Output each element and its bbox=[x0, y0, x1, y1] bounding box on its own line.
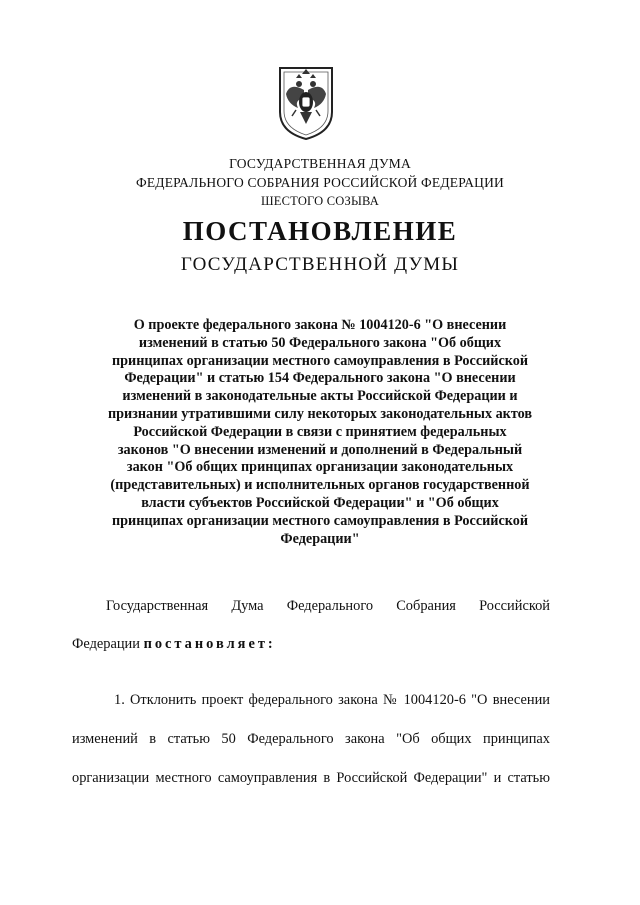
subject-line: законов "О внесении изменений и дополнений в Федеральный bbox=[117, 441, 523, 458]
subject-line: принципах организации местного самоуправления в Российской bbox=[111, 352, 529, 369]
document-subject bbox=[80, 317, 560, 548]
issuing-body-header bbox=[0, 154, 640, 211]
subject-line: признании утратившими силу некоторых законодательных актов bbox=[107, 405, 533, 422]
header-line-assembly: ФЕДЕРАЛЬНОГО СОБРАНИЯ РОССИЙСКОЙ ФЕДЕРАЦИИ bbox=[136, 175, 504, 190]
subject-line: (представительных) и исполнительных органов государственной bbox=[110, 477, 530, 494]
subject-line: закон "Об общих принципах организации законодательных bbox=[126, 459, 514, 476]
clause-1-line-3: организации местного самоуправления в Российской Федерации" и статью bbox=[72, 770, 550, 786]
subject-line: изменений в статью 50 Федерального закона "Об общих bbox=[138, 334, 502, 351]
clause-1-line-1: 1. Отклонить проект федерального закона № 1004120-6 "О внесении bbox=[114, 692, 550, 708]
subject-line: Российской Федерации в связи с принятием федеральных bbox=[133, 423, 507, 440]
subject-line: Федерации" и статью 154 Федерального закона "О внесении bbox=[124, 370, 516, 387]
document-type-title: ПОСТАНОВЛЕНИЕ bbox=[182, 216, 458, 246]
preamble-text: Федерации bbox=[72, 636, 144, 652]
subject-line: власти субъектов Российской Федерации" и "Об общих bbox=[141, 494, 499, 511]
clause-1-line-2: изменений в статью 50 Федерального закона "Об общих принципах bbox=[72, 731, 550, 747]
header-line-convocation: ШЕСТОГО СОЗЫВА bbox=[260, 194, 380, 208]
subject-line: принципах организации местного самоуправления в Российской bbox=[111, 512, 529, 529]
resolution-verb: постановляет: bbox=[143, 636, 276, 652]
subject-line: О проекте федерального закона № 1004120-6 "О внесении bbox=[133, 317, 507, 333]
subject-line: Федерации" bbox=[280, 530, 360, 547]
preamble-line-2 bbox=[72, 636, 276, 653]
document-issuer-title: ГОСУДАРСТВЕННОЙ ДУМЫ bbox=[180, 254, 460, 275]
header-line-duma: ГОСУДАРСТВЕННАЯ ДУМА bbox=[229, 156, 411, 171]
subject-line: изменений в законодательные акты Российской Федерации и bbox=[122, 388, 518, 405]
preamble-line-1: Государственная Дума Федерального Собрания Российской bbox=[106, 598, 550, 614]
state-emblem-icon bbox=[276, 64, 336, 142]
